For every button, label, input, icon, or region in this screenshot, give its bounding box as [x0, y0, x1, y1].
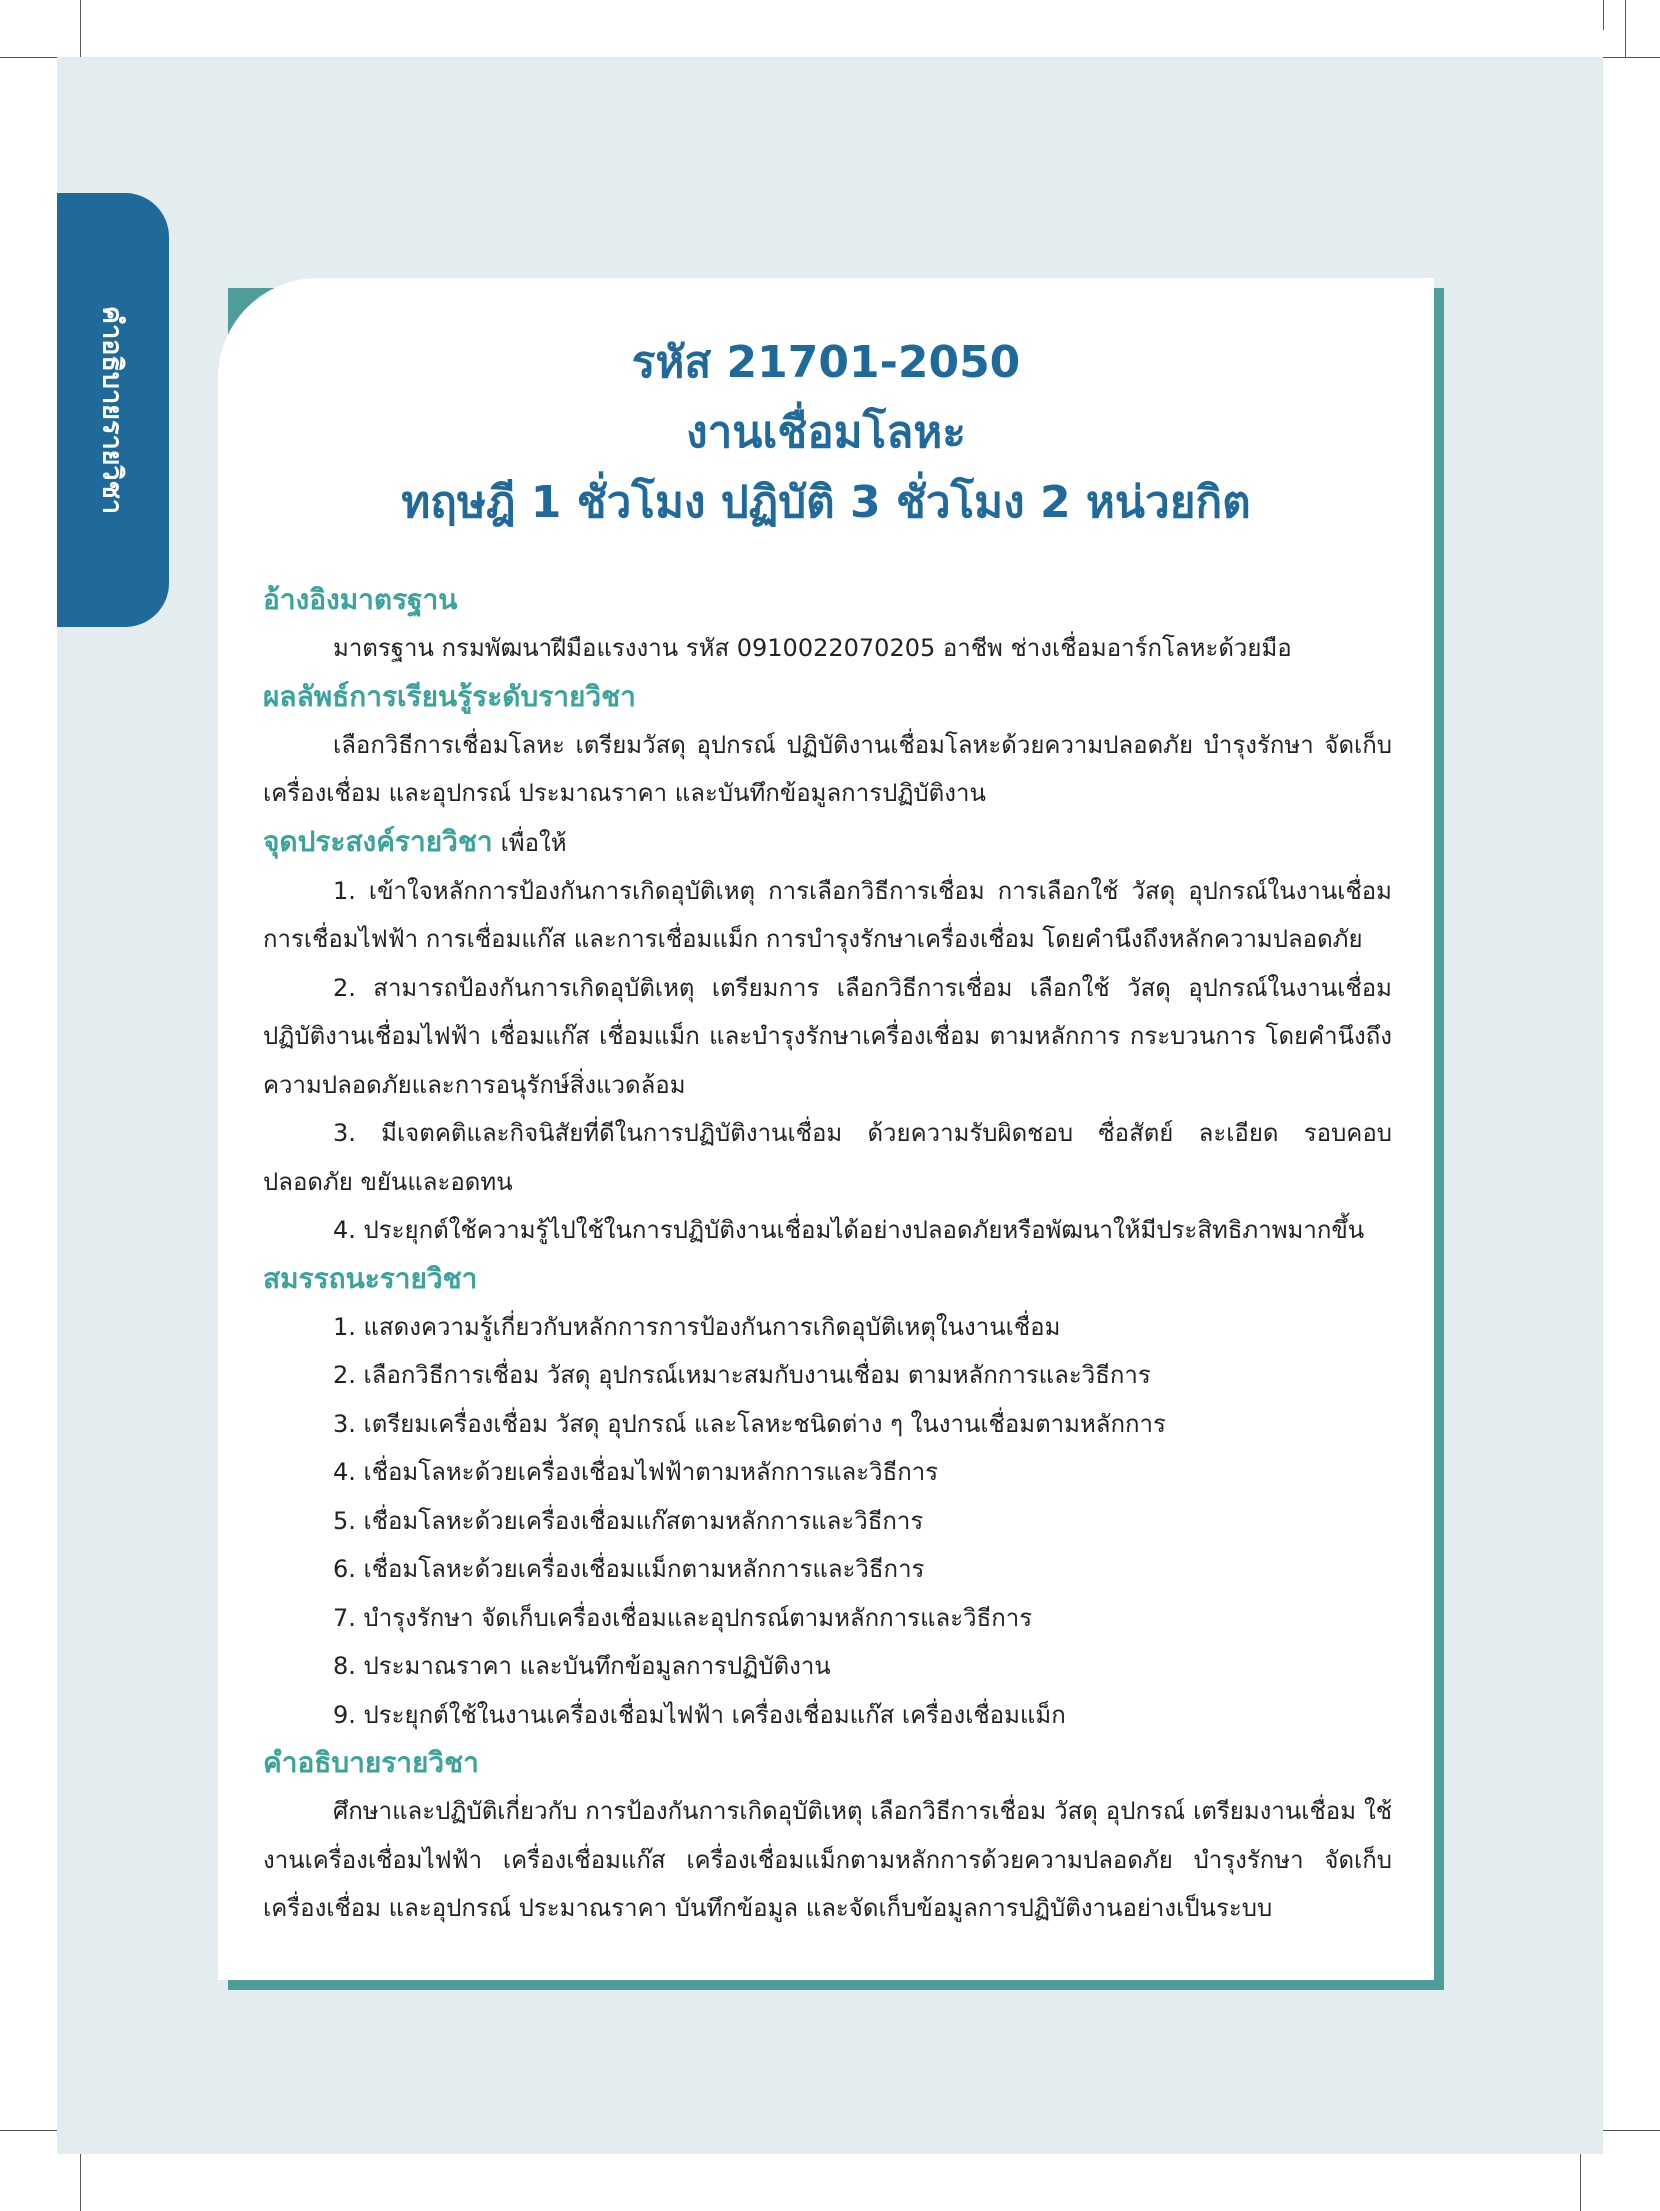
objectives-heading-suffix: เพื่อให้: [500, 828, 567, 857]
course-hours-title: ทฤษฎี 1 ชั่วโมง ปฏิบัติ 3 ชั่วโมง 2 หน่วยกิต: [401, 477, 1251, 528]
crop-mark: [80, 2154, 81, 2211]
objective-item: 2. สามารถป้องกันการเกิดอุบัติเหตุ เตรียมการ เลือกวิธีการเชื่อม เลือกใช้ วัสดุ อุปกรณ์ในงานเชื่อม ปฏิบัติงานเชื่อมไฟฟ้า เชื่อมแก๊ส เชื่อมแม็ก และบำรุงรักษาเครื่องเชื่อม ตามหลักการ กระบวนการ โดยคำนึงถึงความปลอดภัยและการอนุรักษ์สิ่งแวดล้อม: [263, 973, 1392, 1099]
side-tab: [57, 193, 169, 627]
course-code-title: รหัส 21701-2050: [631, 337, 1021, 388]
crop-mark: [1603, 0, 1604, 30]
description-text: ศึกษาและปฏิบัติเกี่ยวกับ การป้องกันการเกิดอุบัติเหตุ เลือกวิธีการเชื่อม วัสดุ อุปกรณ์ เตรียมงานเชื่อม ใช้งานเครื่องเชื่อมไฟฟ้า เครื่องเชื่อมแก๊ส เครื่องเชื่อมแม็กตามหลักการด้วยความปลอดภัย บำรุงรักษา จัดเก็บ เครื่องเชื่อม และอุปกรณ์ ประมาณราคา บันทึกข้อมูล และจัดเก็บข้อมูลการปฏิบัติงานอย่างเป็นระบบ: [263, 1797, 1392, 1922]
outcomes-heading: ผลลัพธ์การเรียนรู้ระดับรายวิชา: [263, 679, 636, 713]
objective-item: 1. เข้าใจหลักการป้องกันการเกิดอุบัติเหตุ การเลือกวิธีการเชื่อม การเลือกใช้ วัสดุ อุปกรณ์ในงานเชื่อม การเชื่อมไฟฟ้า การเชื่อมแก๊ส และการเชื่อมแม็ก การบำรุงรักษาเครื่องเชื่อม โดยคำนึงถึงหลักความปลอดภัย: [263, 876, 1392, 953]
competency-item: 3. เตรียมเครื่องเชื่อม วัสดุ อุปกรณ์ และโลหะชนิดต่าง ๆ ในงานเชื่อมตามหลักการ: [333, 1409, 1166, 1438]
objectives-heading: [263, 818, 1392, 867]
competency-item: 9. ประยุกต์ใช้ในงานเครื่องเชื่อมไฟฟ้า เครื่องเชื่อมแก๊ส เครื่องเชื่อมแม็ก: [333, 1700, 1066, 1729]
reference-text: มาตรฐาน กรมพัฒนาฝีมือแรงงาน รหัส 0910022070205 อาชีพ ช่างเชื่อมอาร์กโลหะด้วยมือ: [333, 634, 1292, 662]
content-card: [218, 278, 1434, 1980]
reference-heading: อ้างอิงมาตรฐาน: [263, 583, 458, 616]
competency-item: 4. เชื่อมโลหะด้วยเครื่องเชื่อมไฟฟ้าตามหลักการและวิธีการ: [333, 1458, 939, 1486]
crop-mark: [1603, 2130, 1660, 2131]
competencies-heading: สมรรถนะรายวิชา: [263, 1261, 478, 1295]
competency-item: 2. เลือกวิธีการเชื่อม วัสดุ อุปกรณ์เหมาะสมกับงานเชื่อม ตามหลักการและวิธีการ: [333, 1361, 1151, 1389]
outcomes-text: เลือกวิธีการเชื่อมโลหะ เตรียมวัสดุ อุปกรณ์ ปฏิบัติงานเชื่อมโลหะด้วยความปลอดภัย บำรุงรักษา จัดเก็บเครื่องเชื่อม และอุปกรณ์ ประมาณราคา และบันทึกข้อมูลการปฏิบัติงาน: [263, 730, 1392, 807]
competency-item: 6. เชื่อมโลหะด้วยเครื่องเชื่อมแม็กตามหลักการและวิธีการ: [333, 1555, 925, 1583]
crop-mark: [1603, 57, 1660, 58]
competency-item: 1. แสดงความรู้เกี่ยวกับหลักการการป้องกันการเกิดอุบัติเหตุในงานเชื่อม: [333, 1312, 1061, 1341]
description-heading: คำอธิบายรายวิชา: [263, 1746, 479, 1779]
competency-item: 8. ประมาณราคา และบันทึกข้อมูลการปฏิบัติงาน: [333, 1652, 831, 1680]
objectives-heading-label: จุดประสงค์รายวิชา: [263, 824, 493, 858]
competency-item: 5. เชื่อมโลหะด้วยเครื่องเชื่อมแก๊สตามหลักการและวิธีการ: [333, 1506, 924, 1535]
competency-item: 7. บำรุงรักษา จัดเก็บเครื่องเชื่อมและอุปกรณ์ตามหลักการและวิธีการ: [333, 1603, 1033, 1632]
crop-mark: [0, 57, 57, 58]
crop-mark: [1580, 2154, 1581, 2211]
course-name-title: งานเชื่อมโลหะ: [686, 407, 966, 458]
objective-item: 4. ประยุกต์ใช้ความรู้ไปใช้ในการปฏิบัติงานเชื่อมได้อย่างปลอดภัยหรือพัฒนาให้มีประสิทธิภาพมากขึ้น: [333, 1216, 1365, 1244]
title-block: [218, 328, 1434, 538]
crop-mark: [1625, 0, 1626, 57]
content-body: [263, 576, 1392, 1933]
crop-mark: [80, 0, 81, 57]
objective-item: 3. มีเจตคติและกิจนิสัยที่ดีในการปฏิบัติงานเชื่อม ด้วยความรับผิดชอบ ซื่อสัตย์ ละเอียด รอบคอบ ปลอดภัย ขยันและอดทน: [263, 1119, 1392, 1196]
crop-mark: [0, 2130, 57, 2131]
side-tab-label: คำอธิบายรายวิชา: [96, 305, 128, 515]
